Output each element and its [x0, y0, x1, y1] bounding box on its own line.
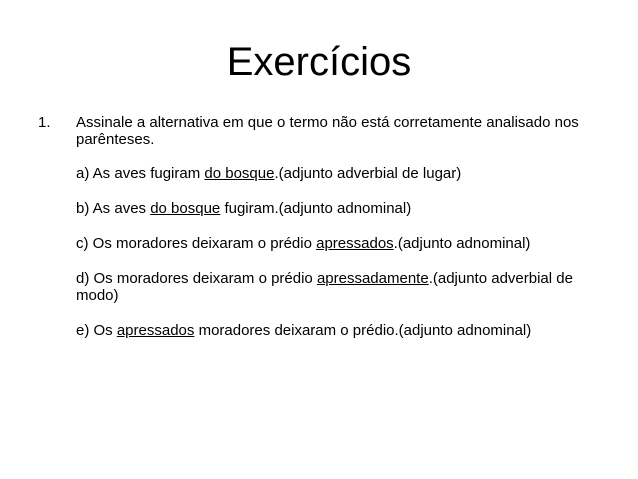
question-number: 1. [38, 114, 51, 131]
option-c [76, 235, 598, 252]
option-d-before: d) Os moradores deixaram o prédio [76, 270, 317, 287]
option-c-before: c) Os moradores deixaram o prédio [76, 235, 317, 252]
option-b-term: do bosque [150, 200, 221, 217]
option-e [76, 322, 598, 339]
option-d [76, 270, 598, 304]
option-d-after: .(adjunto adverbial de modo) [76, 270, 573, 304]
option-a-after: .(adjunto adverbial de lugar) [274, 165, 462, 182]
option-a [76, 165, 598, 182]
question-block [38, 114, 598, 339]
option-e-term: apressados [116, 322, 195, 339]
option-e-before: e) Os [76, 322, 117, 339]
option-c-term: apressados [316, 235, 394, 252]
option-b-after: fugiram.(adjunto adnominal) [220, 200, 412, 217]
option-b [76, 200, 598, 217]
option-a-term: do bosque [204, 165, 275, 182]
slide-title: Exercícios [226, 40, 412, 84]
option-b-before: b) As aves [76, 200, 151, 217]
question-text: Assinale a alternativa em que o termo não está corretamente analisado nos parênteses. [76, 114, 579, 148]
question-body [76, 114, 598, 339]
option-c-after: .(adjunto adnominal) [393, 235, 531, 252]
option-e-after: moradores deixaram o prédio.(adjunto adnominal) [194, 322, 532, 339]
option-d-term: apressadamente [316, 270, 429, 287]
option-a-before: a) As aves fugiram [76, 165, 205, 182]
